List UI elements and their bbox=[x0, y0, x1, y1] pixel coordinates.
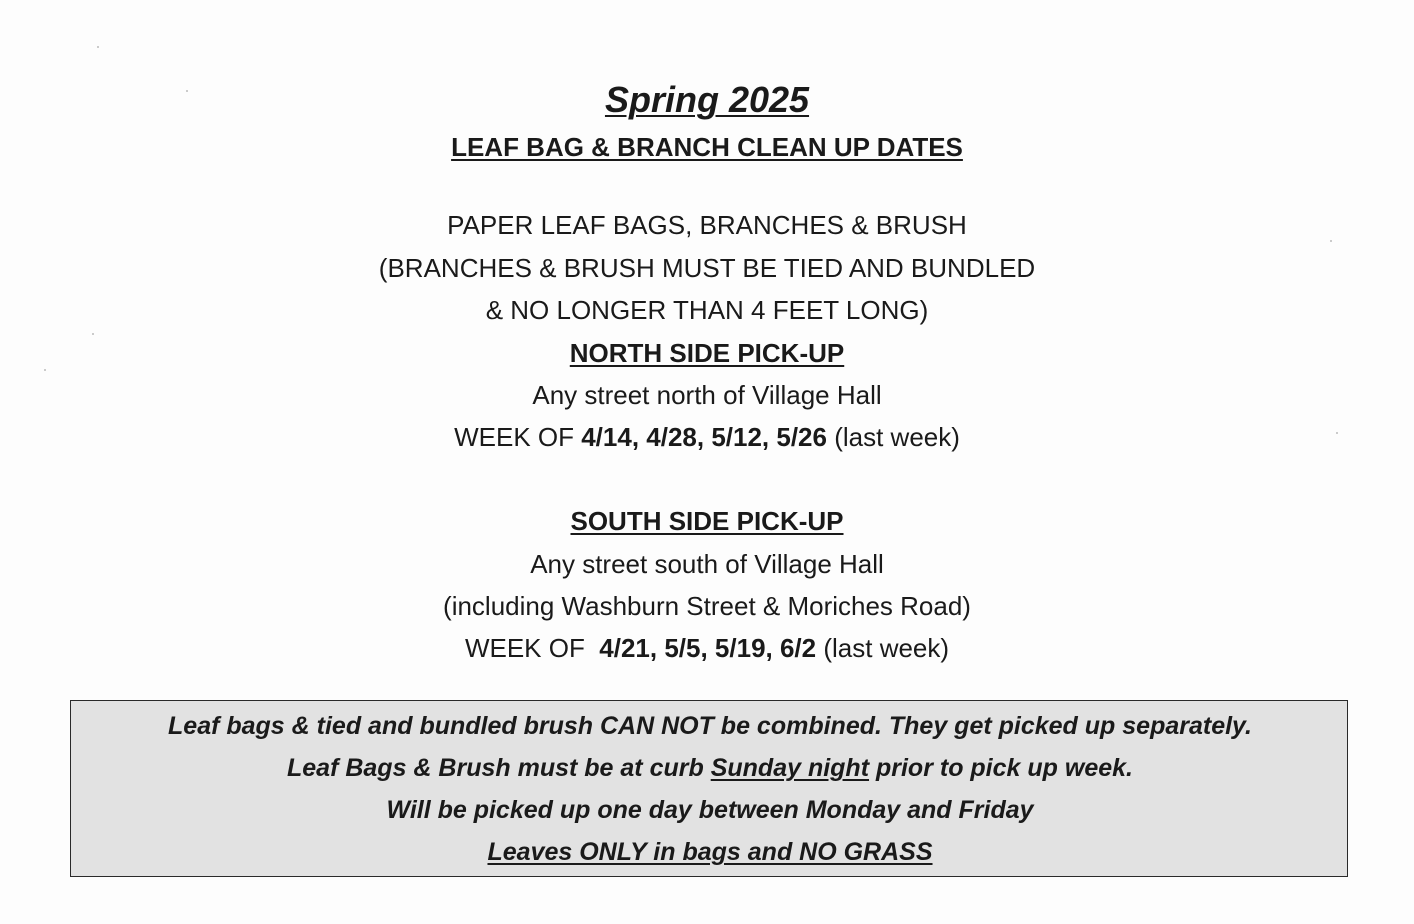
north-week-line bbox=[0, 420, 1414, 454]
south-including: (including Washburn Street & Moriches Road) bbox=[443, 591, 971, 621]
scan-speck bbox=[97, 46, 99, 48]
notice-sunday-night: Sunday night bbox=[710, 754, 870, 782]
notice-line-2 bbox=[71, 751, 1349, 785]
notice-box bbox=[70, 700, 1348, 877]
page-title bbox=[0, 78, 1414, 122]
north-area: Any street north of Village Hall bbox=[532, 380, 882, 410]
notice-line-3: Will be picked up one day between Monday and Friday bbox=[386, 796, 1034, 824]
notice-line-1: Leaf bags & tied and bundled brush CAN NOT be combined. They get picked up separately. bbox=[168, 712, 1252, 740]
intro-line-2: (BRANCHES & BRUSH MUST BE TIED AND BUNDLED bbox=[378, 253, 1036, 283]
notice-line-2-post: prior to pick up week. bbox=[869, 754, 1133, 782]
south-week-prefix: WEEK OF bbox=[464, 633, 600, 663]
north-week-prefix: WEEK OF bbox=[454, 422, 582, 452]
notice-line-4-text: Leaves ONLY in bags and NO GRASS bbox=[487, 838, 933, 866]
notice-line-4 bbox=[71, 835, 1349, 869]
north-suffix: (last week) bbox=[826, 422, 960, 452]
notice-line-2-pre: Leaf Bags & Brush must be at curb bbox=[287, 754, 711, 782]
intro-line-1: PAPER LEAF BAGS, BRANCHES & BRUSH bbox=[447, 210, 967, 240]
north-dates: 4/14, 4/28, 5/12, 5/26 bbox=[581, 422, 827, 452]
south-heading-text: SOUTH SIDE PICK-UP bbox=[570, 506, 844, 536]
intro-line-3: & NO LONGER THAN 4 FEET LONG) bbox=[485, 295, 929, 325]
scan-speck bbox=[92, 333, 94, 335]
south-suffix: (last week) bbox=[816, 633, 950, 663]
title-text: Spring 2025 bbox=[604, 79, 810, 120]
south-week-line bbox=[0, 631, 1414, 665]
subtitle-text: LEAF BAG & BRANCH CLEAN UP DATES bbox=[451, 132, 963, 162]
south-dates: 4/21, 5/5, 5/19, 6/2 bbox=[599, 633, 817, 663]
south-area: Any street south of Village Hall bbox=[530, 549, 884, 579]
south-heading bbox=[0, 504, 1414, 538]
page-subtitle bbox=[0, 130, 1414, 164]
north-heading-text: NORTH SIDE PICK-UP bbox=[569, 338, 845, 368]
north-heading bbox=[0, 336, 1414, 370]
